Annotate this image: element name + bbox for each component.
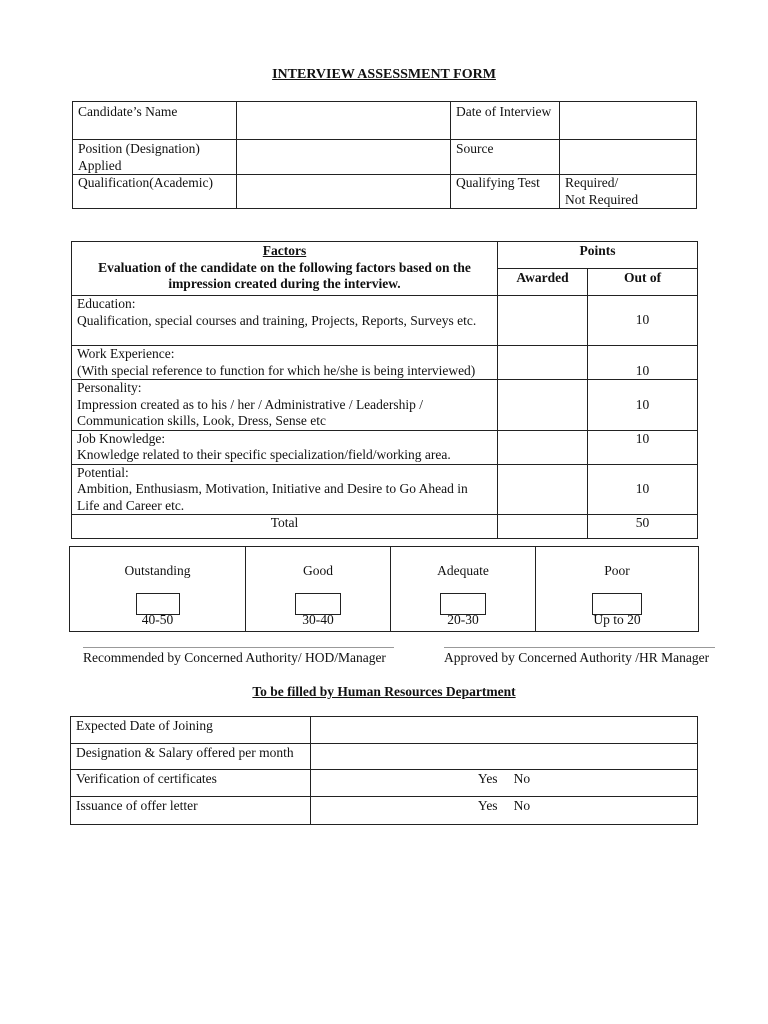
outof-education: 10 bbox=[588, 296, 698, 346]
date-of-interview-label: Date of Interview bbox=[451, 102, 560, 140]
candidate-name-field[interactable] bbox=[237, 102, 451, 140]
qualification-label: Qualification(Academic) bbox=[73, 175, 237, 209]
factors-header-cell bbox=[72, 242, 498, 296]
candidate-name-label: Candidate’s Name bbox=[73, 102, 237, 140]
qualifying-test-not-required: Not Required bbox=[565, 191, 639, 207]
yes-option[interactable]: Yes bbox=[477, 798, 498, 813]
factors-table bbox=[71, 241, 698, 539]
points-header: Points bbox=[498, 242, 698, 269]
outof-job-knowledge: 10 bbox=[588, 430, 698, 464]
source-label: Source bbox=[451, 140, 560, 175]
date-of-interview-field[interactable] bbox=[560, 102, 697, 140]
factor-desc: Knowledge related to their specific specialization/field/working area. bbox=[77, 447, 451, 462]
rating-label: Good bbox=[303, 563, 333, 578]
hr-section-title: To be filled by Human Resources Department bbox=[252, 684, 516, 699]
total-value: 50 bbox=[588, 515, 698, 539]
position-applied-label: Position (Designation) Applied bbox=[73, 140, 237, 175]
factor-title: Job Knowledge: bbox=[77, 430, 166, 446]
factor-personality bbox=[72, 380, 498, 431]
rating-label: Adequate bbox=[437, 563, 489, 578]
rating-outstanding bbox=[70, 547, 246, 632]
expected-date-field[interactable] bbox=[311, 717, 698, 744]
position-applied-field[interactable] bbox=[237, 140, 451, 175]
factors-header: Factors bbox=[262, 243, 307, 258]
factor-potential bbox=[72, 464, 498, 515]
no-option[interactable]: No bbox=[513, 798, 531, 813]
offer-letter-yes-no bbox=[311, 797, 698, 825]
awarded-potential-field[interactable] bbox=[498, 464, 588, 515]
outof-personality: 10 bbox=[588, 380, 698, 431]
hr-row-label: Designation & Salary offered per month bbox=[71, 744, 311, 770]
factor-title: Work Experience: bbox=[77, 346, 175, 361]
rating-range: 20-30 bbox=[447, 611, 479, 627]
recommended-signature-line[interactable] bbox=[83, 647, 394, 648]
factor-education bbox=[72, 296, 498, 346]
yes-option[interactable]: Yes bbox=[477, 771, 498, 786]
awarded-personality-field[interactable] bbox=[498, 380, 588, 431]
no-option[interactable]: No bbox=[513, 771, 531, 786]
hr-row-label: Verification of certificates bbox=[71, 770, 311, 797]
outof-potential: 10 bbox=[588, 464, 698, 515]
factor-work-experience bbox=[72, 346, 498, 380]
total-awarded-field[interactable] bbox=[498, 515, 588, 539]
designation-salary-field[interactable] bbox=[311, 744, 698, 770]
approved-by-label: Approved by Concerned Authority /HR Manager bbox=[444, 650, 710, 665]
rating-range: 40-50 bbox=[141, 611, 174, 627]
factor-title: Education: bbox=[77, 296, 136, 311]
rating-good bbox=[246, 547, 391, 632]
factor-desc: Ambition, Enthusiasm, Motivation, Initiative and Desire to Go Ahead in Life and Career etc. bbox=[77, 481, 468, 513]
factor-title: Potential: bbox=[77, 464, 129, 480]
source-field[interactable] bbox=[560, 140, 697, 175]
awarded-header: Awarded bbox=[498, 269, 588, 296]
total-label: Total bbox=[72, 515, 498, 539]
approved-signature-line[interactable] bbox=[444, 647, 715, 648]
verification-yes-no bbox=[311, 770, 698, 797]
rating-label: Poor bbox=[604, 563, 630, 578]
factor-title: Personality: bbox=[77, 380, 142, 395]
factor-desc: Impression created as to his / her / Administrative / Leadership / Communication skills, Look, Dress, Sense etc bbox=[77, 396, 424, 428]
qualification-field[interactable] bbox=[237, 175, 451, 209]
awarded-work-experience-field[interactable] bbox=[498, 346, 588, 380]
rating-label: Outstanding bbox=[124, 563, 191, 578]
awarded-education-field[interactable] bbox=[498, 296, 588, 346]
rating-range: 30-40 bbox=[302, 611, 334, 627]
recommended-by-label: Recommended by Concerned Authority/ HOD/Manager bbox=[83, 650, 386, 665]
rating-range: Up to 20 bbox=[593, 611, 641, 627]
awarded-job-knowledge-field[interactable] bbox=[498, 430, 588, 464]
factor-job-knowledge bbox=[72, 430, 498, 464]
candidate-info-table bbox=[72, 101, 697, 209]
form-title: INTERVIEW ASSESSMENT FORM bbox=[272, 67, 496, 82]
qualifying-test-value[interactable] bbox=[560, 175, 697, 209]
rating-poor bbox=[536, 547, 699, 632]
outof-header: Out of bbox=[588, 269, 698, 296]
hr-table bbox=[70, 716, 698, 825]
factor-desc: (With special reference to function for which he/she is being interviewed) bbox=[77, 362, 476, 378]
rating-adequate bbox=[391, 547, 536, 632]
qualifying-test-required: Required/ bbox=[565, 175, 619, 190]
rating-table bbox=[69, 546, 699, 632]
qualifying-test-label: Qualifying Test bbox=[451, 175, 560, 209]
outof-work-experience: 10 bbox=[588, 346, 698, 380]
hr-row-label: Expected Date of Joining bbox=[71, 717, 311, 744]
factor-desc: Qualification, special courses and training, Projects, Reports, Surveys etc. bbox=[77, 312, 477, 328]
factors-subheader: Evaluation of the candidate on the following factors based on the impression created during the interview. bbox=[98, 259, 471, 291]
hr-row-label: Issuance of offer letter bbox=[71, 797, 311, 825]
